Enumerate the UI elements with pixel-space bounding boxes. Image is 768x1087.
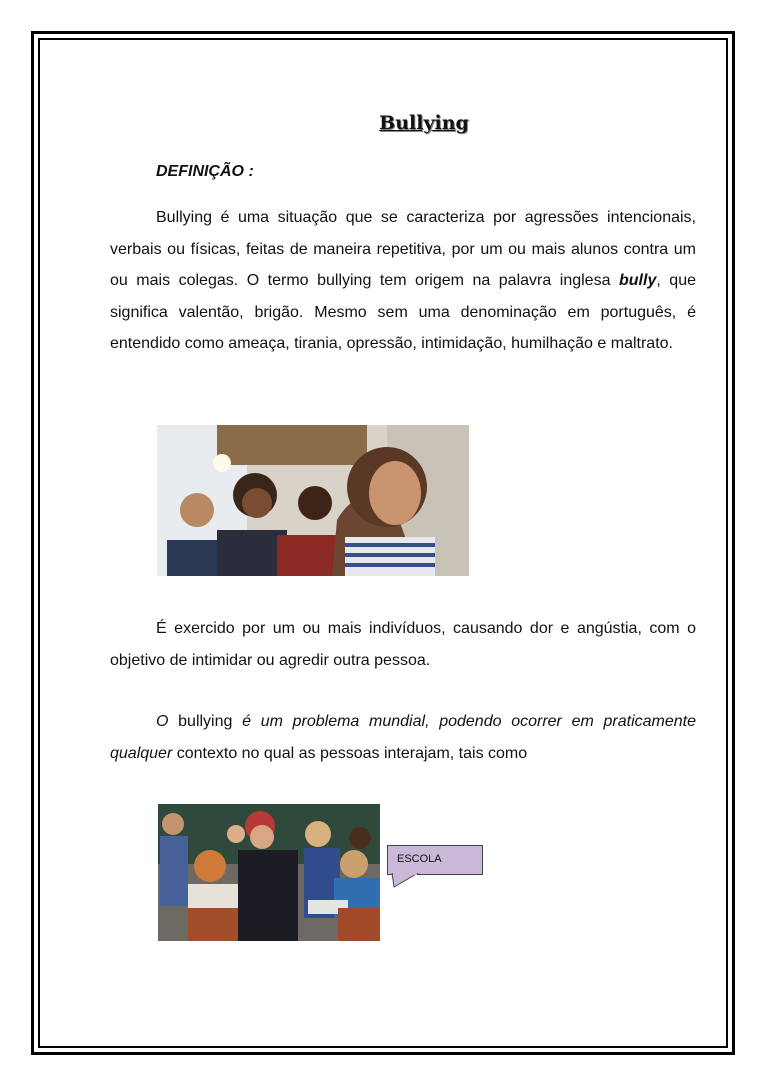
paragraph-context-normal2: contexto no qual as pessoas interajam, tais como — [172, 744, 528, 762]
page-title: Bullying — [379, 112, 469, 134]
escola-callout: ESCOLA — [387, 845, 483, 875]
paragraph-definition-part2: , que significa valentão, brigão. Mesmo sem uma denominação em português, é entendido como ameaça, tirania, opressão, intimidação, humilhação e maltrato. — [110, 272, 696, 352]
definition-heading: DEFINIÇÃO : — [156, 163, 254, 180]
term-bully: bully — [619, 272, 657, 289]
paragraph-exercise — [110, 613, 696, 676]
paragraph-context-italic1: O — [156, 713, 169, 730]
classroom-photo — [158, 804, 380, 941]
paragraph-context-normal1: bullying — [168, 713, 243, 730]
paragraph-definition-part1: Bullying é uma situação que se caracteriza por agressões intencionais, verbais ou físicas, feitas de maneira repetitiva, por um ou mais alunos contra um ou mais colegas. O termo bullying tem origem na palavra inglesa — [110, 209, 696, 289]
students-photo — [157, 425, 469, 576]
paragraph-context — [110, 706, 696, 769]
paragraph-context-italic2: é um problema mundial, podendo ocorrer em praticamente qualquer — [110, 713, 696, 762]
paragraph-definition — [110, 202, 696, 360]
callout-tail — [390, 873, 430, 889]
paragraph-exercise-text: É exercido por um ou mais indivíduos, causando dor e angústia, com o objetivo de intimidar ou agredir outra pessoa. — [110, 620, 696, 669]
